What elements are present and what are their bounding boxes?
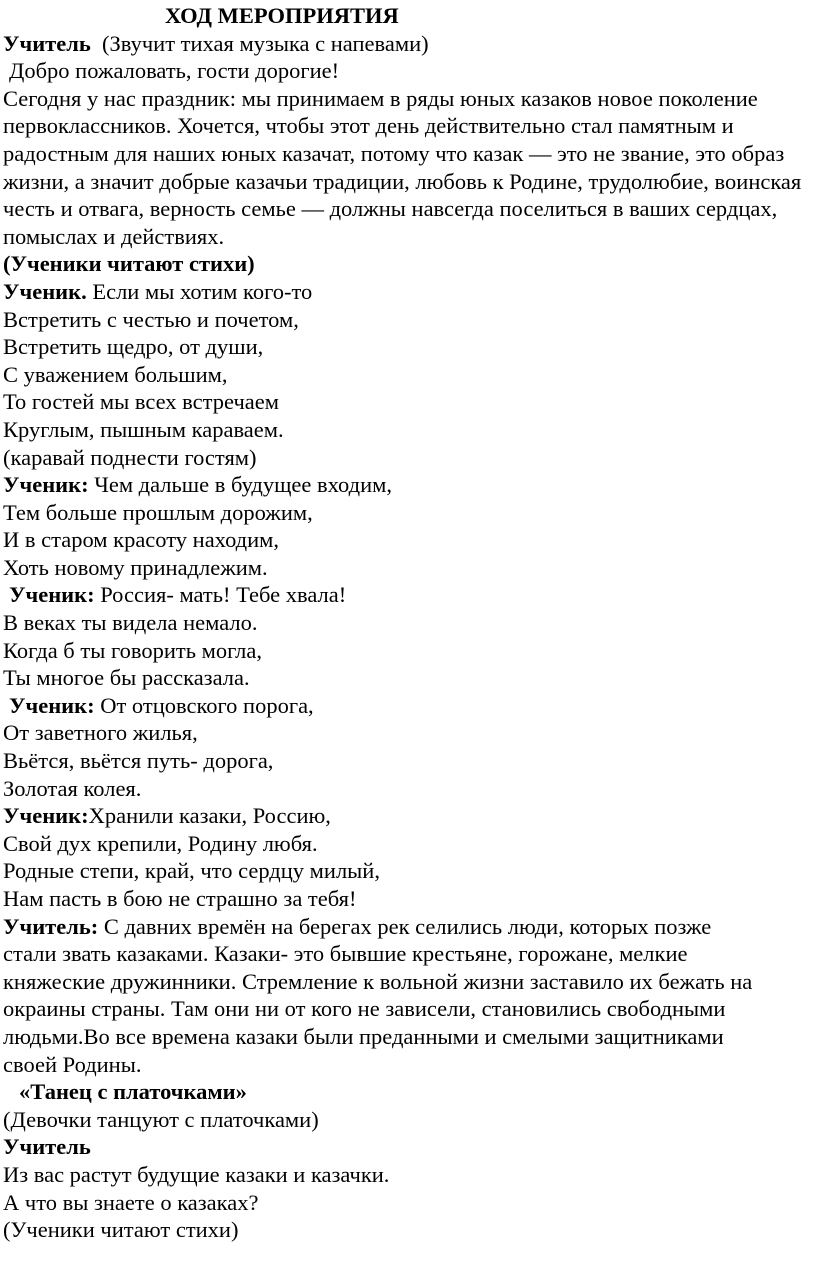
teacher-line: А что вы знаете о казаках? xyxy=(3,1189,259,1215)
poem-line: Встретить с честью и почетом, xyxy=(3,306,299,332)
stage-direction: (Ученики читают стихи) xyxy=(3,251,255,277)
poem-line: Встретить щедро, от души, xyxy=(3,334,264,360)
teacher-line: своей Родины. xyxy=(3,1051,142,1077)
poem-line: Круглым, пышным караваем. xyxy=(3,416,284,442)
poem-line: Ты многое бы рассказала. xyxy=(3,665,250,691)
poem-line: От заветного жилья, xyxy=(3,720,198,746)
speaker-label: Ученик: xyxy=(9,582,95,608)
stage-direction: (Звучит тихая музыка с напевами) xyxy=(90,30,429,56)
stage-direction: (Ученики читают стихи) xyxy=(3,1217,239,1243)
poem-line: Хоть новому принадлежим. xyxy=(3,554,268,580)
stage-direction: (каравай поднести гостям) xyxy=(3,444,257,470)
poem-line: Ученик: От отцовского порога, xyxy=(9,692,314,718)
poem-line: Нам пасть в бою не страшно за тебя! xyxy=(3,886,357,911)
teacher-line: окраины страны. Там они ни от кого не зависели, становились свободными xyxy=(3,996,726,1022)
speaker-label: Ученик. xyxy=(3,278,87,304)
teacher-intro-line xyxy=(3,30,814,58)
poem-line: Свой дух крепили, Родину любя. xyxy=(3,830,318,856)
poem-line: Ученик: Россия- мать! Тебе хвала! xyxy=(9,582,347,608)
page-title: ХОД МЕРОПРИЯТИЯ xyxy=(165,3,399,28)
stage-direction: (Девочки танцуют с платочками) xyxy=(3,1106,319,1132)
teacher-line: стали звать казаками. Казаки- это бывшие крестьяне, горожане, мелкие xyxy=(3,941,688,967)
poem-line: Родные степи, край, что сердцу милый, xyxy=(3,858,380,884)
intro-paragraph: Сегодня у нас праздник: мы принимаем в ряды юных казаков новое поколение первоклассников. Хочется, чтобы этот день действительно стал памятным и радостным для наших юных казачат, потому что казак — это не звание, это образ жизни, а значит добрые казачьи традиции, любовь к Родине, трудолюбие, воинская честь и отвага, верность семье — должны навсегда поселиться в ваших сердцах, помыслах и действиях. xyxy=(3,85,802,249)
poem-line: Вьётся, вьётся путь- дорога, xyxy=(3,748,274,774)
poem-line: Когда б ты говорить могла, xyxy=(3,637,263,663)
teacher-line: княжеские дружинники. Стремление к вольной жизни заставило их бежать на xyxy=(3,968,753,994)
poem-line: То гостей мы всех встречаем xyxy=(3,389,279,415)
speaker-label: Учитель: xyxy=(3,913,99,939)
poem-line: Ученик. Если мы хотим кого-то xyxy=(3,278,313,304)
poem-line: Золотая колея. xyxy=(3,775,142,801)
speaker-label: Ученик: xyxy=(3,472,89,498)
teacher-line: людьми.Во все времена казаки были преданными и смелыми защитниками xyxy=(3,1023,724,1049)
speaker-label: Учитель xyxy=(3,30,91,56)
poem-line: С уважением большим, xyxy=(3,361,228,387)
greeting: Добро пожаловать, гости дорогие! xyxy=(9,58,340,84)
speaker-label: Учитель xyxy=(3,1134,91,1160)
poem-line: Тем больше прошлым дорожим, xyxy=(3,499,313,525)
dance-title: «Танец с платочками» xyxy=(19,1079,247,1105)
poem-line: И в старом красоту находим, xyxy=(3,527,280,553)
speaker-label: Ученик: xyxy=(3,803,89,829)
speaker-label: Ученик: xyxy=(9,692,95,718)
poem-line: Ученик: Чем дальше в будущее входим, xyxy=(3,472,392,498)
poem-line: Ученик:Хранили казаки, Россию, xyxy=(3,803,331,829)
teacher-line: Учитель: С давних времён на берегах рек селились люди, которых позже xyxy=(3,913,712,939)
teacher-line: Из вас растут будущие казаки и казачки. xyxy=(3,1161,390,1187)
poem-line: В веках ты видела немало. xyxy=(3,610,258,636)
